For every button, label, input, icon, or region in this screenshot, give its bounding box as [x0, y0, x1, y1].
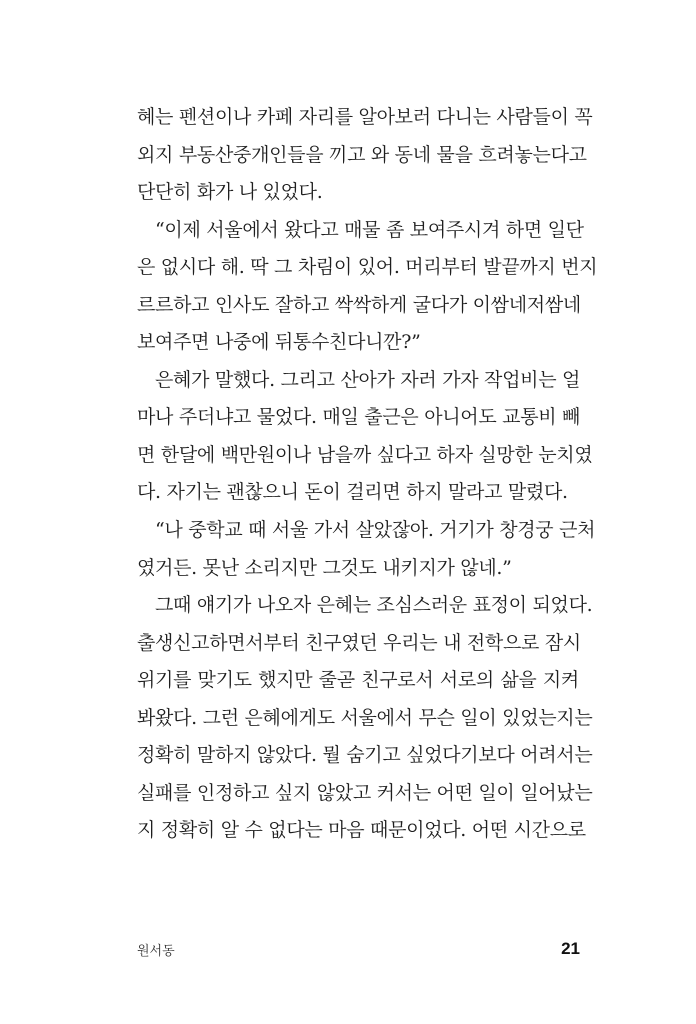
text-line: “이제 서울에서 왔다고 매물 좀 보여주시겨 하면 일단: [155, 218, 584, 241]
text-line: 그때 얘기가 나오자 은혜는 조심스러운 표정이 되었다.: [155, 594, 593, 617]
page-footer: [137, 937, 580, 961]
text-line: 정확히 말하지 않았다. 뭘 숨기고 싶었다기보다 어려서는: [137, 744, 593, 767]
text-line: 지 정확히 알 수 없다는 마음 때문이었다. 어떤 시간으로: [137, 819, 586, 842]
body-text: [137, 99, 598, 850]
text-line: 출생신고하면서부터 친구였던 우리는 내 전학으로 잠시: [137, 631, 581, 654]
page-number: 21: [561, 939, 580, 958]
text-line: 봐왔다. 그런 은혜에게도 서울에서 무슨 일이 있었는지는: [137, 706, 593, 729]
running-title: 원서동: [137, 943, 175, 959]
text-line: 보여주면 나중에 뒤통수친다니깐?”: [137, 331, 421, 354]
text-line: 위기를 맞기도 했지만 줄곧 친구로서 서로의 삶을 지켜: [137, 669, 579, 692]
text-line: 였거든. 못난 소리지만 그것도 내키지가 않네.”: [137, 556, 512, 579]
text-line: 은 없시다 해. 딱 그 차림이 있어. 머리부터 발끝까지 번지: [137, 256, 598, 279]
text-line: 르르하고 인사도 잘하고 싹싹하게 굴다가 이쌈네저쌈네: [137, 293, 581, 316]
text-line: 은혜가 말했다. 그리고 산아가 자러 가자 작업비는 얼: [155, 368, 581, 391]
text-line: 면 한달에 백만원이나 남을까 싶다고 하자 실망한 눈치였: [137, 443, 593, 466]
text-line: 외지 부동산중개인들을 끼고 와 동네 물을 흐려놓는다고: [137, 143, 587, 166]
text-line: 다. 자기는 괜찮으니 돈이 걸리면 하지 말라고 말렸다.: [137, 481, 568, 504]
text-line: 실패를 인정하고 싶지 않았고 커서는 어떤 일이 일어났는: [137, 781, 593, 804]
text-line: “나 중학교 때 서울 가서 살았잖아. 거기가 창경궁 근처: [155, 519, 596, 542]
text-line: 단단히 화가 나 있었다.: [137, 181, 323, 204]
text-line: 마나 주더냐고 물었다. 매일 출근은 아니어도 교통비 빼: [137, 406, 581, 429]
text-line: 혜는 펜션이나 카페 자리를 알아보러 다니는 사람들이 꼭: [137, 106, 593, 128]
